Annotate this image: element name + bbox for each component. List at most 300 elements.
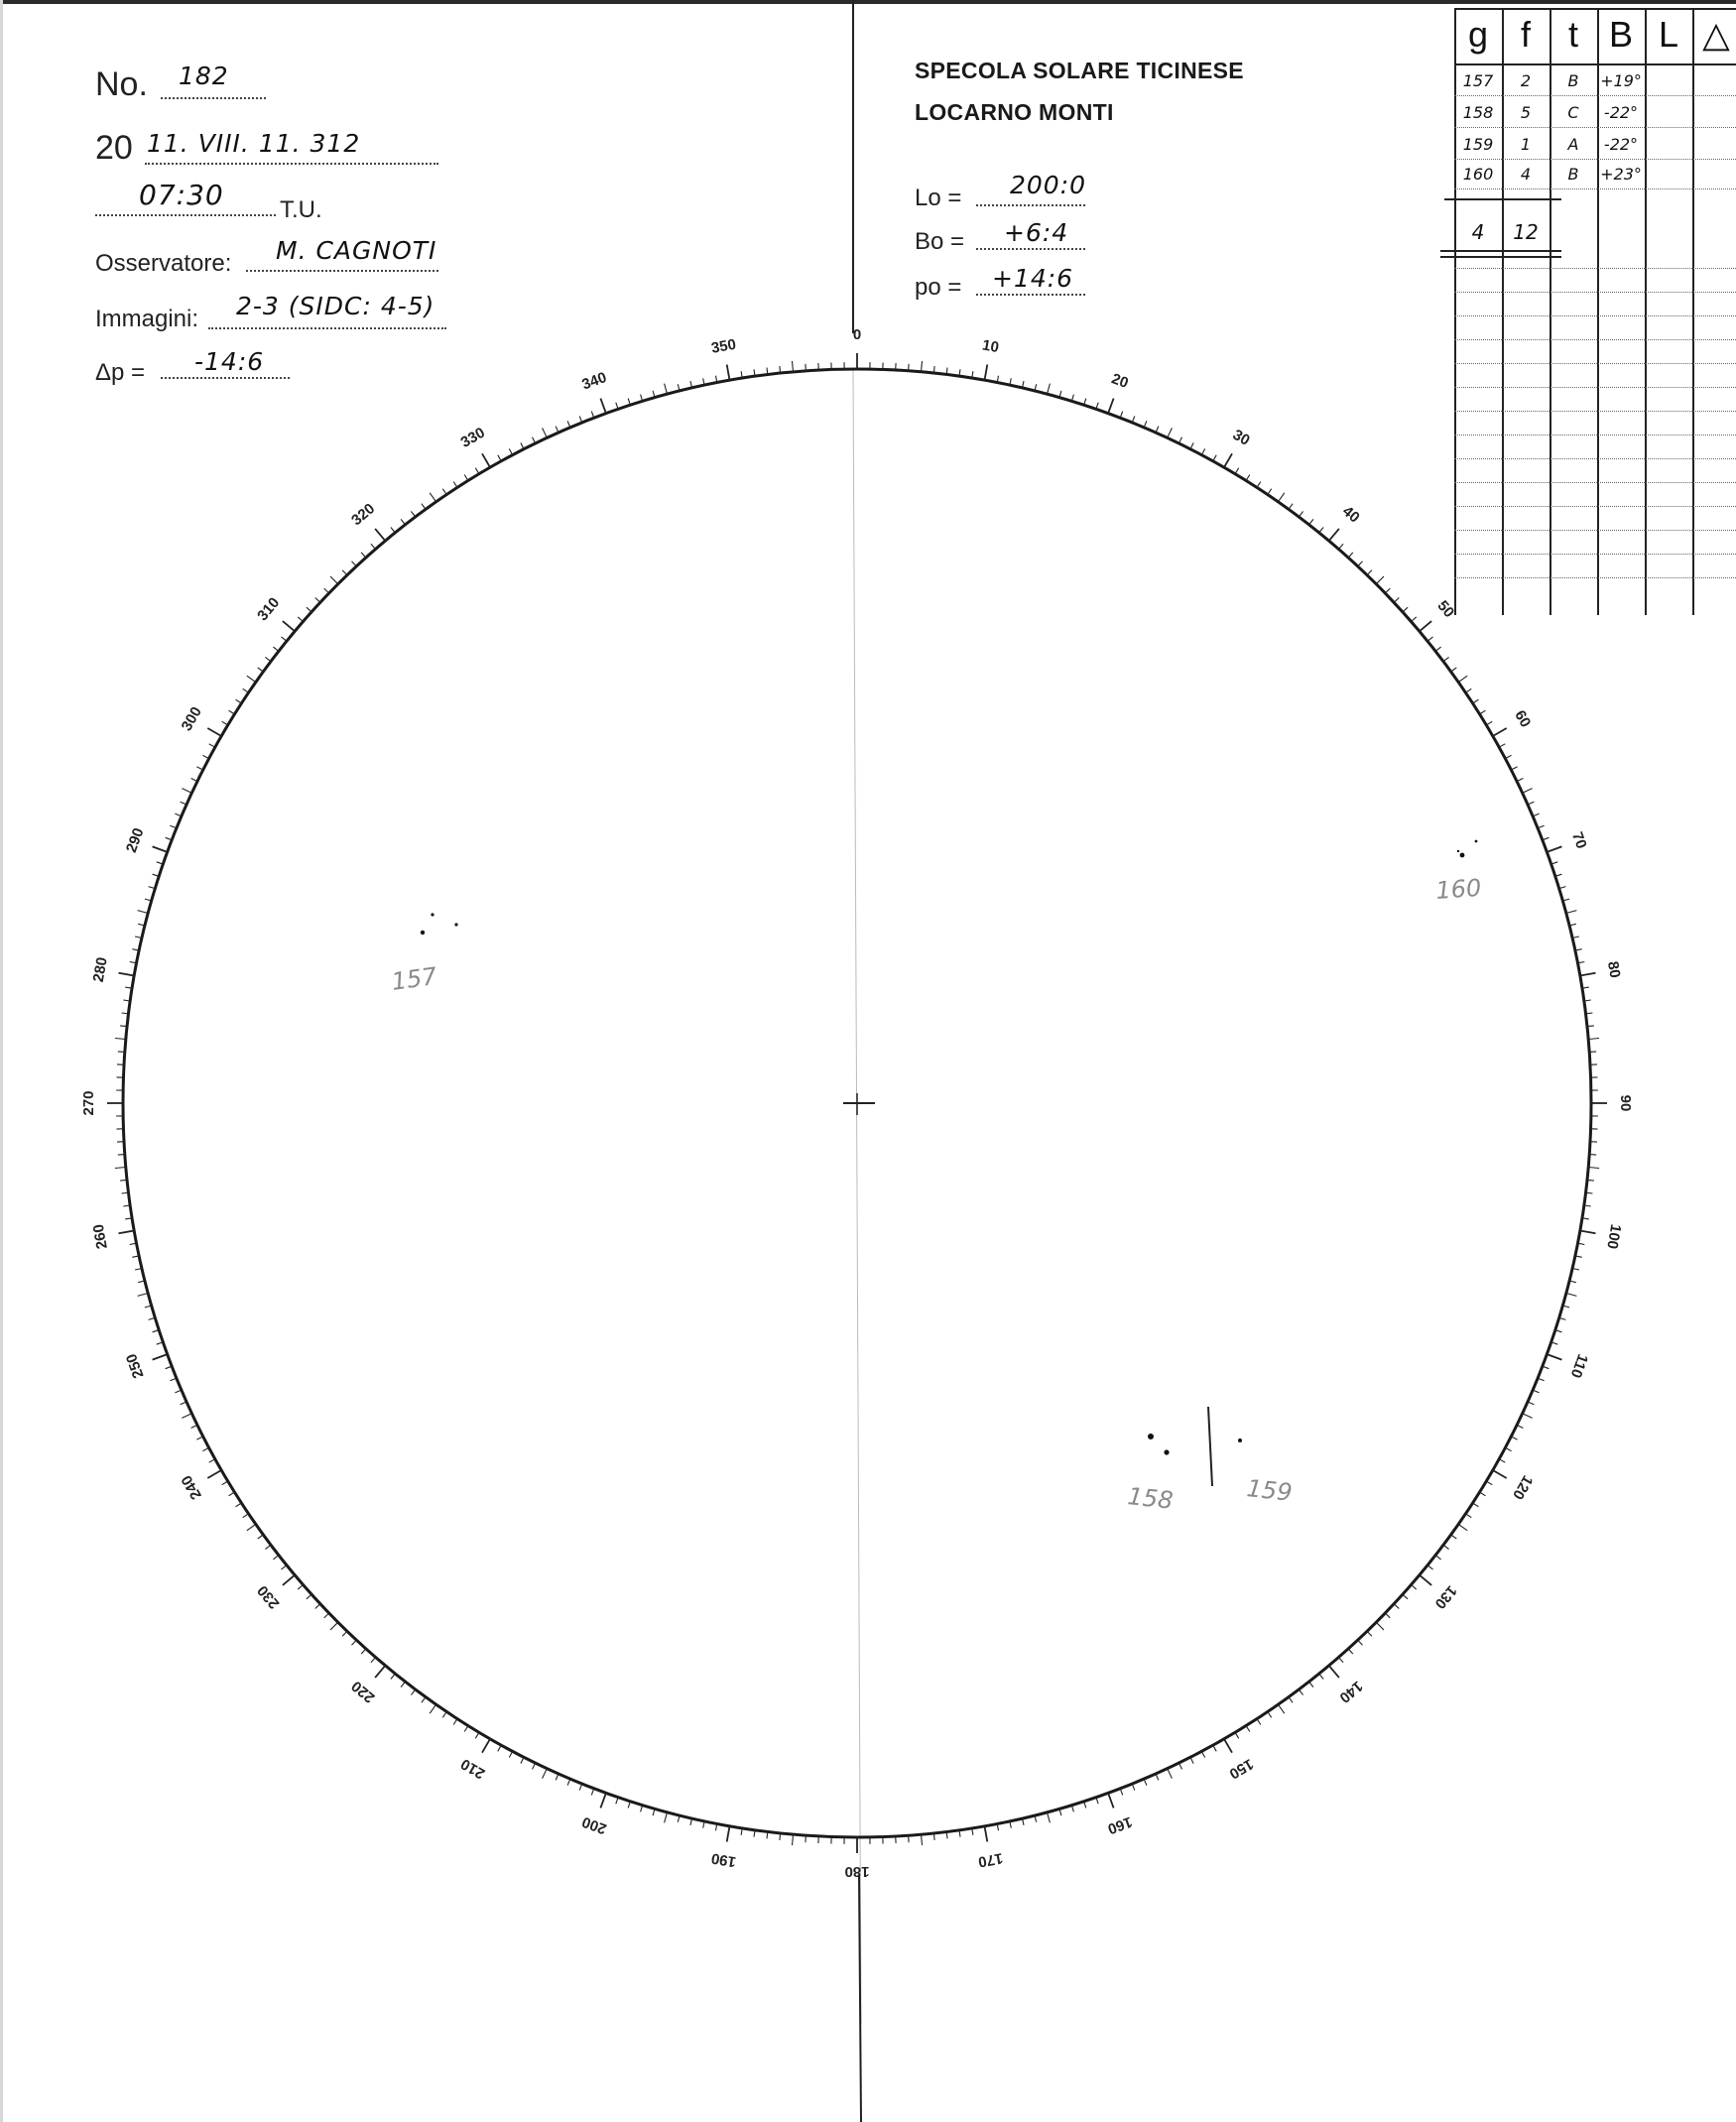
limb-tick	[1427, 637, 1432, 641]
limb-tick	[498, 1745, 501, 1751]
limb-tick	[985, 1826, 988, 1842]
table-cell-b: +23°	[1600, 165, 1642, 184]
limb-tick-label: 200	[579, 1812, 609, 1838]
limb-tick-label: 250	[122, 1351, 148, 1381]
table-header-delta: △	[1702, 14, 1730, 55]
limb-tick	[265, 1545, 271, 1549]
limb-tick	[361, 1649, 366, 1654]
limb-tick-label: 220	[348, 1677, 379, 1706]
limb-tick	[1412, 617, 1417, 622]
limb-tick	[1358, 562, 1363, 566]
limb-tick-label: 340	[579, 368, 609, 394]
limb-tick	[1385, 588, 1390, 593]
limb-tick	[115, 1039, 126, 1040]
limb-tick	[411, 511, 415, 517]
images-label: Immagini:	[95, 306, 199, 332]
sunspot-group-157	[390, 913, 458, 996]
limb-tick	[1420, 621, 1431, 631]
limb-tick	[182, 789, 191, 794]
limb-tick	[1190, 442, 1193, 448]
limb-tick	[464, 475, 468, 481]
limb-tick	[375, 1666, 385, 1678]
table-header-b: B	[1608, 14, 1633, 55]
limb-tick	[1394, 598, 1399, 603]
table-cell-g: 158	[1462, 103, 1494, 122]
limb-tick	[430, 493, 435, 502]
sunspot	[1457, 850, 1459, 852]
limb-tick-label: 290	[122, 825, 148, 855]
limb-tick	[1587, 1026, 1594, 1027]
limb-tick	[401, 519, 405, 525]
limb-tick	[138, 1294, 149, 1297]
limb-tick	[1480, 1492, 1486, 1496]
limb-tick	[1587, 1180, 1594, 1181]
limb-tick	[1309, 519, 1313, 525]
limb-tick	[1505, 1447, 1511, 1450]
limb-tick	[411, 1689, 415, 1695]
limb-tick	[352, 562, 357, 566]
limb-tick	[307, 1594, 311, 1599]
limb-tick	[1435, 647, 1441, 651]
table-header-f: f	[1520, 14, 1531, 55]
table-cell-b: -22°	[1603, 103, 1639, 122]
limb-tick	[1376, 576, 1384, 584]
limb-tick	[475, 1732, 479, 1738]
limb-tick	[1329, 529, 1339, 541]
limb-tick	[1235, 1732, 1239, 1738]
limb-tick	[330, 576, 338, 584]
limb-tick	[1486, 721, 1492, 725]
limb-tick	[727, 365, 730, 381]
sunspot	[1148, 1434, 1154, 1439]
limb-tick	[727, 1826, 730, 1842]
limb-tick	[191, 1425, 197, 1428]
table-cell-f: 4	[1520, 165, 1532, 184]
limb-tick	[315, 1604, 320, 1609]
limb-tick-label: 90	[1617, 1094, 1635, 1112]
sunspot-group-160	[1434, 840, 1482, 905]
limb-tick	[1466, 1514, 1472, 1518]
limb-tick	[282, 1565, 287, 1569]
limb-tick	[1394, 1604, 1399, 1609]
limb-tick	[533, 437, 536, 443]
limb-tick	[330, 1622, 338, 1630]
limb-tick-label: 150	[1226, 1755, 1257, 1783]
table-cell-f: 1	[1520, 135, 1532, 154]
limb-tick	[1329, 1666, 1339, 1678]
limb-tick	[665, 384, 668, 395]
limb-tick-label: 130	[1430, 1581, 1460, 1612]
institution-name: SPECOLA SOLARE TICINESE	[915, 58, 1244, 83]
limb-tick-label: 160	[1105, 1812, 1135, 1838]
limb-tick	[1473, 699, 1479, 703]
limb-tick	[1505, 755, 1511, 758]
limb-tick	[324, 588, 329, 593]
limb-tick	[1108, 1793, 1114, 1808]
ephemeris-l0-label: Lo =	[915, 185, 962, 211]
observer-label: Osservatore:	[95, 250, 232, 277]
limb-tick	[1566, 1294, 1577, 1297]
sunspot	[1164, 1449, 1169, 1454]
limb-tick	[1190, 1757, 1193, 1763]
images-value: 2-3 (SIDC: 4-5)	[236, 292, 435, 320]
limb-tick	[1499, 1459, 1505, 1462]
limb-tick	[1339, 544, 1344, 549]
limb-tick	[1580, 973, 1596, 976]
limb-tick-label: 320	[348, 500, 379, 530]
sunspot	[454, 923, 457, 926]
sunspot-group-158	[1126, 1434, 1174, 1515]
sunspot-group-label-158: 158	[1126, 1482, 1175, 1515]
limb-tick	[1367, 570, 1372, 575]
sunspot	[1460, 853, 1465, 858]
table-cell-b: +19°	[1600, 71, 1642, 90]
limb-tick	[1511, 767, 1517, 770]
table-total-spots: 12	[1513, 220, 1539, 244]
limb-tick	[1580, 1231, 1596, 1234]
limb-tick	[1224, 1739, 1232, 1753]
limb-tick	[442, 489, 446, 495]
limb-tick	[118, 1052, 125, 1053]
limb-tick-label: 100	[1603, 1222, 1625, 1251]
limb-tick	[482, 453, 490, 467]
limb-tick	[229, 710, 235, 714]
table-cell-f: 2	[1520, 71, 1532, 90]
ephemeris-p0-label: po =	[915, 274, 962, 301]
limb-tick	[1246, 475, 1250, 481]
limb-tick	[1458, 676, 1467, 682]
limb-tick	[1385, 1613, 1390, 1618]
limb-tick	[222, 721, 228, 725]
limb-tick	[442, 1712, 446, 1718]
limb-tick	[1493, 1470, 1507, 1478]
limb-tick	[120, 1026, 127, 1027]
limb-tick	[391, 528, 395, 533]
limb-tick	[1547, 846, 1561, 852]
limb-tick	[464, 1726, 468, 1732]
limb-tick	[543, 428, 548, 437]
limb-tick-label: 190	[709, 1849, 738, 1871]
limb-tick	[1278, 493, 1284, 502]
limb-tick	[324, 1613, 329, 1618]
limb-tick	[298, 617, 303, 622]
limb-tick	[119, 973, 135, 976]
limb-tick-label: 280	[89, 955, 111, 984]
limb-tick-label: 60	[1511, 707, 1535, 731]
limb-tick	[933, 366, 934, 373]
limb-tick-label: 240	[178, 1472, 205, 1503]
limb-tick	[371, 544, 376, 549]
limb-tick	[498, 455, 501, 461]
limb-tick	[361, 553, 366, 558]
limb-tick	[600, 1793, 606, 1808]
limb-tick	[1048, 1812, 1051, 1823]
limb-tick	[1588, 1168, 1599, 1169]
limb-tick	[247, 676, 256, 682]
limb-tick	[1473, 1503, 1479, 1507]
limb-tick-label: 260	[89, 1222, 111, 1251]
limb-tick	[196, 1436, 202, 1439]
limb-tick	[401, 1682, 405, 1687]
limb-tick	[1268, 489, 1272, 495]
limb-tick	[182, 1414, 191, 1419]
limb-tick	[138, 911, 149, 914]
limb-tick-label: 230	[254, 1581, 284, 1612]
ephemeris-b0-value: +6:4	[1004, 218, 1069, 247]
ephemeris-p0-value: +14:6	[992, 264, 1074, 293]
limb-tick-label: 180	[844, 1863, 870, 1881]
limb-tick	[1168, 428, 1173, 437]
limb-tick	[1339, 1658, 1344, 1663]
limb-tick	[236, 699, 242, 703]
table-header-g: g	[1467, 14, 1489, 55]
limb-tick	[1178, 437, 1181, 443]
limb-tick	[1309, 1682, 1313, 1687]
limb-tick	[265, 657, 271, 661]
limb-tick	[283, 1575, 295, 1585]
limb-tick	[1451, 668, 1457, 672]
limb-tick-label: 40	[1338, 502, 1363, 527]
limb-tick	[243, 1514, 249, 1518]
sunspot-group-label-160: 160	[1434, 873, 1483, 905]
limb-tick	[1213, 455, 1216, 461]
limb-tick	[1319, 1674, 1323, 1679]
limb-tick-label: 110	[1566, 1351, 1591, 1381]
limb-tick	[780, 1833, 781, 1840]
limb-tick	[780, 366, 781, 373]
limb-tick	[307, 607, 311, 612]
table-cell-t: B	[1567, 165, 1579, 184]
limb-tick	[521, 1757, 524, 1763]
limb-tick	[909, 364, 910, 371]
no-value: 182	[179, 62, 229, 90]
limb-tick	[1523, 1414, 1533, 1419]
limb-tick-label: 80	[1603, 959, 1624, 980]
limb-tick	[1443, 657, 1449, 661]
limb-tick	[202, 1447, 208, 1450]
limb-tick	[422, 504, 426, 510]
sunspot	[431, 913, 434, 916]
limb-tick	[1588, 1039, 1599, 1040]
limb-tick	[1224, 453, 1232, 467]
limb-tick	[1358, 1640, 1363, 1645]
limb-tick	[1348, 1649, 1353, 1654]
limb-tick	[453, 1719, 457, 1725]
limb-tick	[1348, 553, 1353, 558]
limb-tick-label: 210	[457, 1755, 488, 1783]
ephemeris-l0-value: 200:0	[1010, 171, 1087, 199]
limb-tick	[665, 1812, 668, 1823]
limb-tick	[1403, 1594, 1408, 1599]
limb-tick-label: 330	[457, 424, 488, 451]
limb-tick-label: 50	[1433, 597, 1458, 622]
limb-tick	[1319, 528, 1323, 533]
limb-tick	[509, 1751, 512, 1757]
limb-tick	[1451, 1535, 1457, 1539]
table-cell-f: 5	[1520, 103, 1532, 122]
table-cell-g: 157	[1462, 71, 1494, 90]
limb-tick	[1201, 1751, 1204, 1757]
limb-tick-label: 300	[178, 703, 205, 734]
date-prefix: 20	[95, 129, 133, 167]
institution-location: LOCARNO MONTI	[915, 99, 1114, 125]
limb-tick	[119, 1231, 135, 1234]
limb-tick	[1589, 1052, 1596, 1053]
limb-tick	[209, 744, 215, 747]
limb-tick	[273, 647, 279, 651]
sunspot-group-159	[1238, 1438, 1294, 1507]
limb-tick	[1257, 482, 1261, 488]
limb-tick	[258, 1535, 264, 1539]
limb-tick	[273, 1556, 279, 1560]
limb-tick	[1278, 1704, 1284, 1713]
limb-tick	[1257, 1719, 1261, 1725]
limb-tick	[1299, 1689, 1302, 1695]
limb-tick	[422, 1697, 426, 1703]
date-value: 11. VIII. 11. 312	[147, 129, 361, 158]
limb-tick	[453, 482, 457, 488]
limb-tick	[1589, 1155, 1596, 1156]
table-header-l: L	[1658, 14, 1679, 55]
limb-tick	[207, 1470, 221, 1478]
limb-tick	[543, 1769, 548, 1779]
limb-tick	[1201, 448, 1204, 454]
limb-tick	[207, 728, 221, 736]
limb-tick	[793, 361, 794, 372]
limb-tick	[118, 1155, 125, 1156]
limb-tick	[1268, 1712, 1272, 1718]
delta-p-value: -14:6	[194, 347, 265, 376]
limb-tick	[922, 1834, 923, 1845]
limb-tick	[342, 1631, 347, 1636]
limb-tick	[243, 688, 249, 692]
limb-tick	[352, 1640, 357, 1645]
limb-tick	[1517, 1425, 1523, 1428]
limb-tick-label: 0	[852, 325, 862, 343]
limb-tick-label: 170	[976, 1849, 1005, 1871]
limb-tick-label: 30	[1229, 426, 1253, 449]
limb-tick	[1511, 1436, 1517, 1439]
limb-tick	[1376, 1622, 1384, 1630]
limb-tick	[391, 1674, 395, 1679]
limb-tick	[1480, 710, 1486, 714]
sunspot	[1238, 1438, 1242, 1442]
limb-tick	[1523, 789, 1533, 794]
limb-tick	[521, 442, 524, 448]
table-cell-t: C	[1567, 103, 1579, 122]
limb-tick	[247, 1524, 256, 1530]
limb-tick	[430, 1704, 435, 1713]
limb-tick-label: 350	[709, 335, 738, 357]
limb-tick	[509, 448, 512, 454]
limb-tick	[1420, 1575, 1431, 1585]
table-cell-t: A	[1567, 135, 1579, 154]
limb-tick	[191, 779, 197, 782]
limb-tick	[1566, 911, 1577, 914]
limb-tick	[153, 846, 168, 852]
limb-tick	[222, 1481, 228, 1485]
limb-tick	[600, 399, 606, 414]
limb-tick	[1299, 511, 1302, 517]
limb-tick	[1108, 399, 1114, 414]
time-value: 07:30	[139, 179, 224, 211]
limb-tick	[1048, 384, 1051, 395]
observer-value: M. CAGNOTI	[276, 236, 437, 265]
limb-tick-label: 70	[1567, 829, 1590, 851]
limb-tick	[298, 1585, 303, 1590]
limb-tick	[1168, 1769, 1173, 1779]
no-label: No.	[95, 65, 148, 103]
limb-tick	[153, 1354, 168, 1360]
limb-tick	[1517, 779, 1523, 782]
limb-tick	[196, 767, 202, 770]
limb-tick	[1435, 1556, 1441, 1560]
limb-tick	[282, 637, 287, 641]
limb-tick	[475, 468, 479, 474]
limb-tick-label: 270	[79, 1090, 97, 1116]
limb-tick	[1289, 1697, 1293, 1703]
limb-tick	[315, 598, 320, 603]
limb-tick	[1403, 607, 1408, 612]
limb-tick	[1246, 1726, 1250, 1732]
limb-tick	[342, 570, 347, 575]
group-separator-line	[1208, 1407, 1212, 1486]
table-cell-g: 159	[1462, 135, 1494, 154]
limb-tick	[1486, 1481, 1492, 1485]
limb-tick	[258, 668, 264, 672]
limb-tick	[1499, 744, 1505, 747]
time-unit: T.U.	[280, 196, 322, 223]
limb-tick-label: 120	[1509, 1472, 1537, 1503]
limb-tick	[922, 361, 923, 372]
limb-tick	[1289, 504, 1293, 510]
sunspot-group-label-157: 157	[389, 961, 439, 996]
limb-tick	[1412, 1585, 1417, 1590]
sunspot	[421, 931, 425, 935]
limb-tick	[482, 1739, 490, 1753]
limb-tick	[371, 1658, 376, 1663]
limb-tick	[1493, 728, 1507, 736]
limb-tick	[909, 1835, 910, 1842]
limb-tick-label: 310	[254, 594, 284, 625]
central-meridian	[853, 369, 861, 2024]
limb-tick	[1547, 1354, 1561, 1360]
table-cell-g: 160	[1462, 165, 1494, 184]
limb-tick	[283, 621, 295, 631]
limb-tick	[1235, 468, 1239, 474]
table-header-t: t	[1567, 14, 1578, 55]
limb-tick	[120, 1180, 127, 1181]
limb-tick	[1458, 1524, 1467, 1530]
sunspot	[1475, 840, 1478, 843]
ephemeris-b0-label: Bo =	[915, 228, 965, 255]
limb-tick	[115, 1168, 126, 1169]
limb-tick	[933, 1833, 934, 1840]
limb-tick	[236, 1503, 242, 1507]
table-total-groups: 4	[1471, 220, 1485, 244]
limb-tick	[1213, 1745, 1216, 1751]
table-cell-b: -22°	[1603, 135, 1639, 154]
limb-tick	[1443, 1545, 1449, 1549]
limb-tick	[985, 365, 988, 381]
delta-p-label: Δp =	[95, 359, 146, 386]
limb-tick-label: 140	[1335, 1677, 1366, 1706]
limb-tick	[1178, 1763, 1181, 1769]
limb-tick	[375, 529, 385, 541]
limb-tick	[1466, 688, 1472, 692]
limb-tick	[202, 755, 208, 758]
limb-tick	[209, 1459, 215, 1462]
